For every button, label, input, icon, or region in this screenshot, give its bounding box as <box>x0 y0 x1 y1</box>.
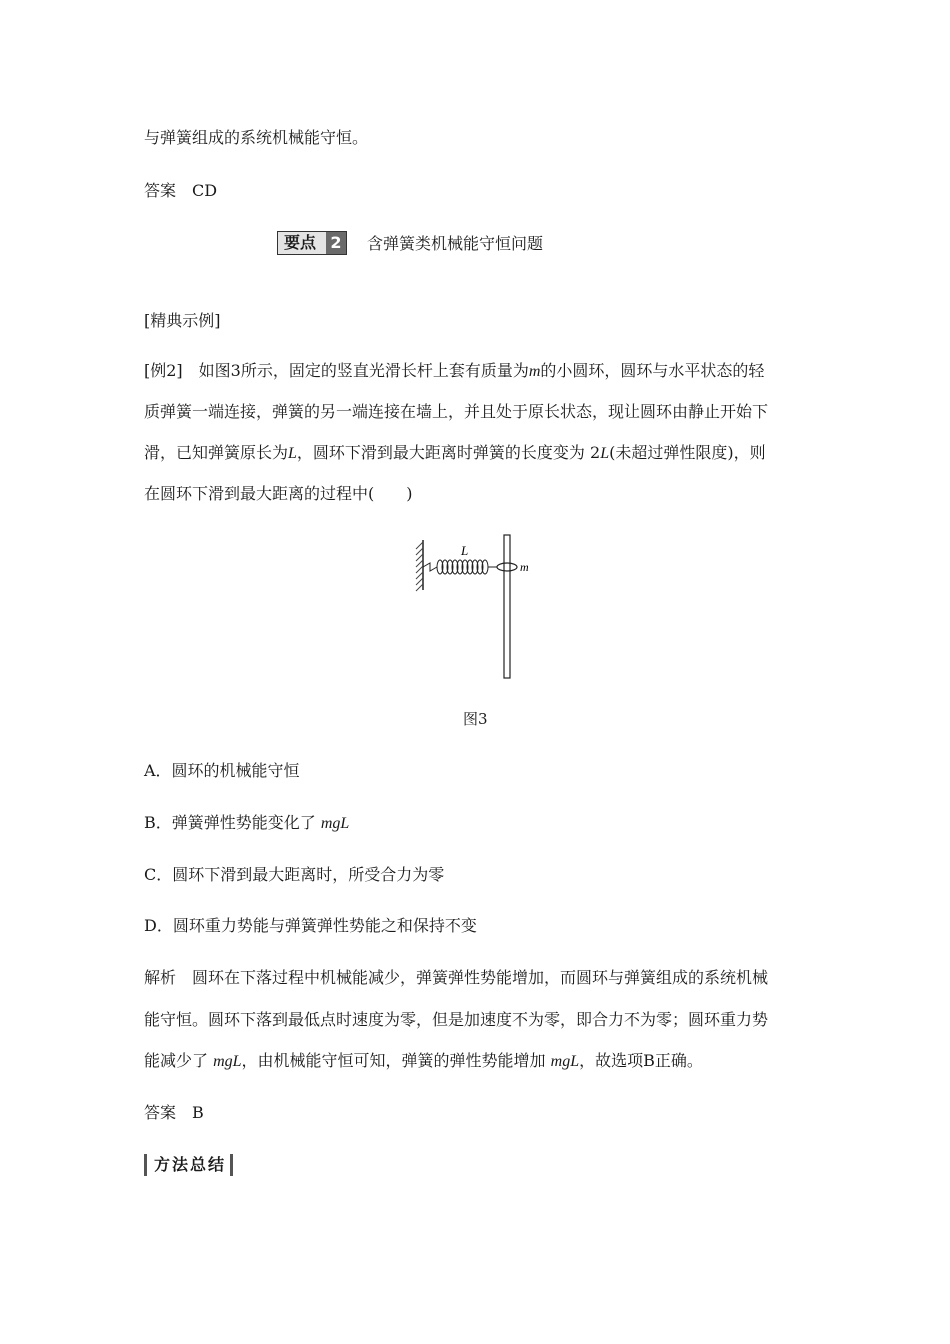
option-c[interactable]: C．圆环下滑到最大距离时，所受合力为零 <box>144 865 445 884</box>
option-b-text: B．弹簧弹性势能变化了 <box>144 813 321 832</box>
spring-label: L <box>461 543 469 558</box>
example-text: 如图3所示，固定的竖直光滑长杆上套有质量为 <box>198 361 529 380</box>
option-d[interactable]: D．圆环重力势能与弹簧弹性势能之和保持不变 <box>144 916 477 935</box>
keypoint-label: 要点 <box>284 233 317 252</box>
example-line-3 <box>144 443 766 464</box>
answer-cd <box>144 181 217 201</box>
math-mgl: mgL <box>320 815 350 832</box>
analysis-text: 圆环在下落过程中机械能减少，弹簧弹性势能增加，而圆环与弹簧组成的系统机械 <box>192 968 769 987</box>
option-a[interactable]: A．圆环的机械能守恒 <box>144 761 300 780</box>
math-mgl: mgL <box>213 1053 242 1070</box>
math-L: L <box>288 445 297 462</box>
example-line-2: 质弹簧一端连接，弹簧的另一端连接在墙上，并且处于原长状态，现让圆环由静止开始下 <box>144 402 769 421</box>
figure-spring-ring <box>408 530 538 689</box>
answer-value: CD <box>192 181 218 200</box>
math-mgl: mgL <box>550 1053 580 1070</box>
spring-diagram <box>408 530 538 685</box>
vertical-rod <box>504 535 510 678</box>
paragraph-continuation: 与弹簧组成的系统机械能守恒。 <box>144 128 369 147</box>
analysis-line-3 <box>144 1051 703 1072</box>
analysis-text: 能减少了 <box>144 1051 214 1070</box>
example-line-4: 在圆环下滑到最大距离的过程中( ) <box>144 484 413 503</box>
keypoint-badge <box>277 231 347 255</box>
analysis-text: ，由机械能守恒可知，弹簧的弹性势能增加 <box>241 1051 551 1070</box>
example-text: ，圆环下滑到最大距离时弹簧的长度变为 2 <box>296 443 601 462</box>
analysis-text: ，故选项B正确。 <box>579 1051 703 1070</box>
heading-bar-left <box>144 1154 147 1176</box>
example-text: 滑，已知弹簧原长为 <box>144 443 289 462</box>
section-tag: [精典示例] <box>144 311 221 330</box>
mass-label: m <box>520 560 529 574</box>
example-tag: [例2] <box>144 361 183 380</box>
math-m: m <box>528 363 541 380</box>
spring-coils <box>437 560 488 574</box>
figure-caption: 图3 <box>463 710 488 728</box>
heading-bar-right <box>230 1154 233 1176</box>
wall-hatch <box>416 542 423 591</box>
analysis-label: 解析 <box>144 968 177 987</box>
analysis-line-2: 能守恒。圆环下落到最低点时速度为零，但是加速度不为零，即合力不为零；圆环重力势 <box>144 1010 769 1029</box>
example-line-1 <box>144 361 764 382</box>
answer-value: B <box>192 1103 204 1122</box>
answer-label: 答案 <box>144 1103 177 1122</box>
example-text: 的小圆环，圆环与水平状态的轻 <box>540 361 765 380</box>
answer-label: 答案 <box>144 181 177 200</box>
spring-end <box>423 563 437 571</box>
method-summary-label: 方法总结 <box>154 1155 227 1174</box>
option-b[interactable] <box>144 813 349 834</box>
analysis-line-1 <box>144 968 768 988</box>
math-L: L <box>600 445 610 462</box>
keypoint-number: 2 <box>326 232 346 254</box>
keypoint-title: 含弹簧类机械能守恒问题 <box>367 234 544 253</box>
answer-b <box>144 1103 204 1123</box>
example-text: (未超过弹性限度)，则 <box>609 443 766 462</box>
